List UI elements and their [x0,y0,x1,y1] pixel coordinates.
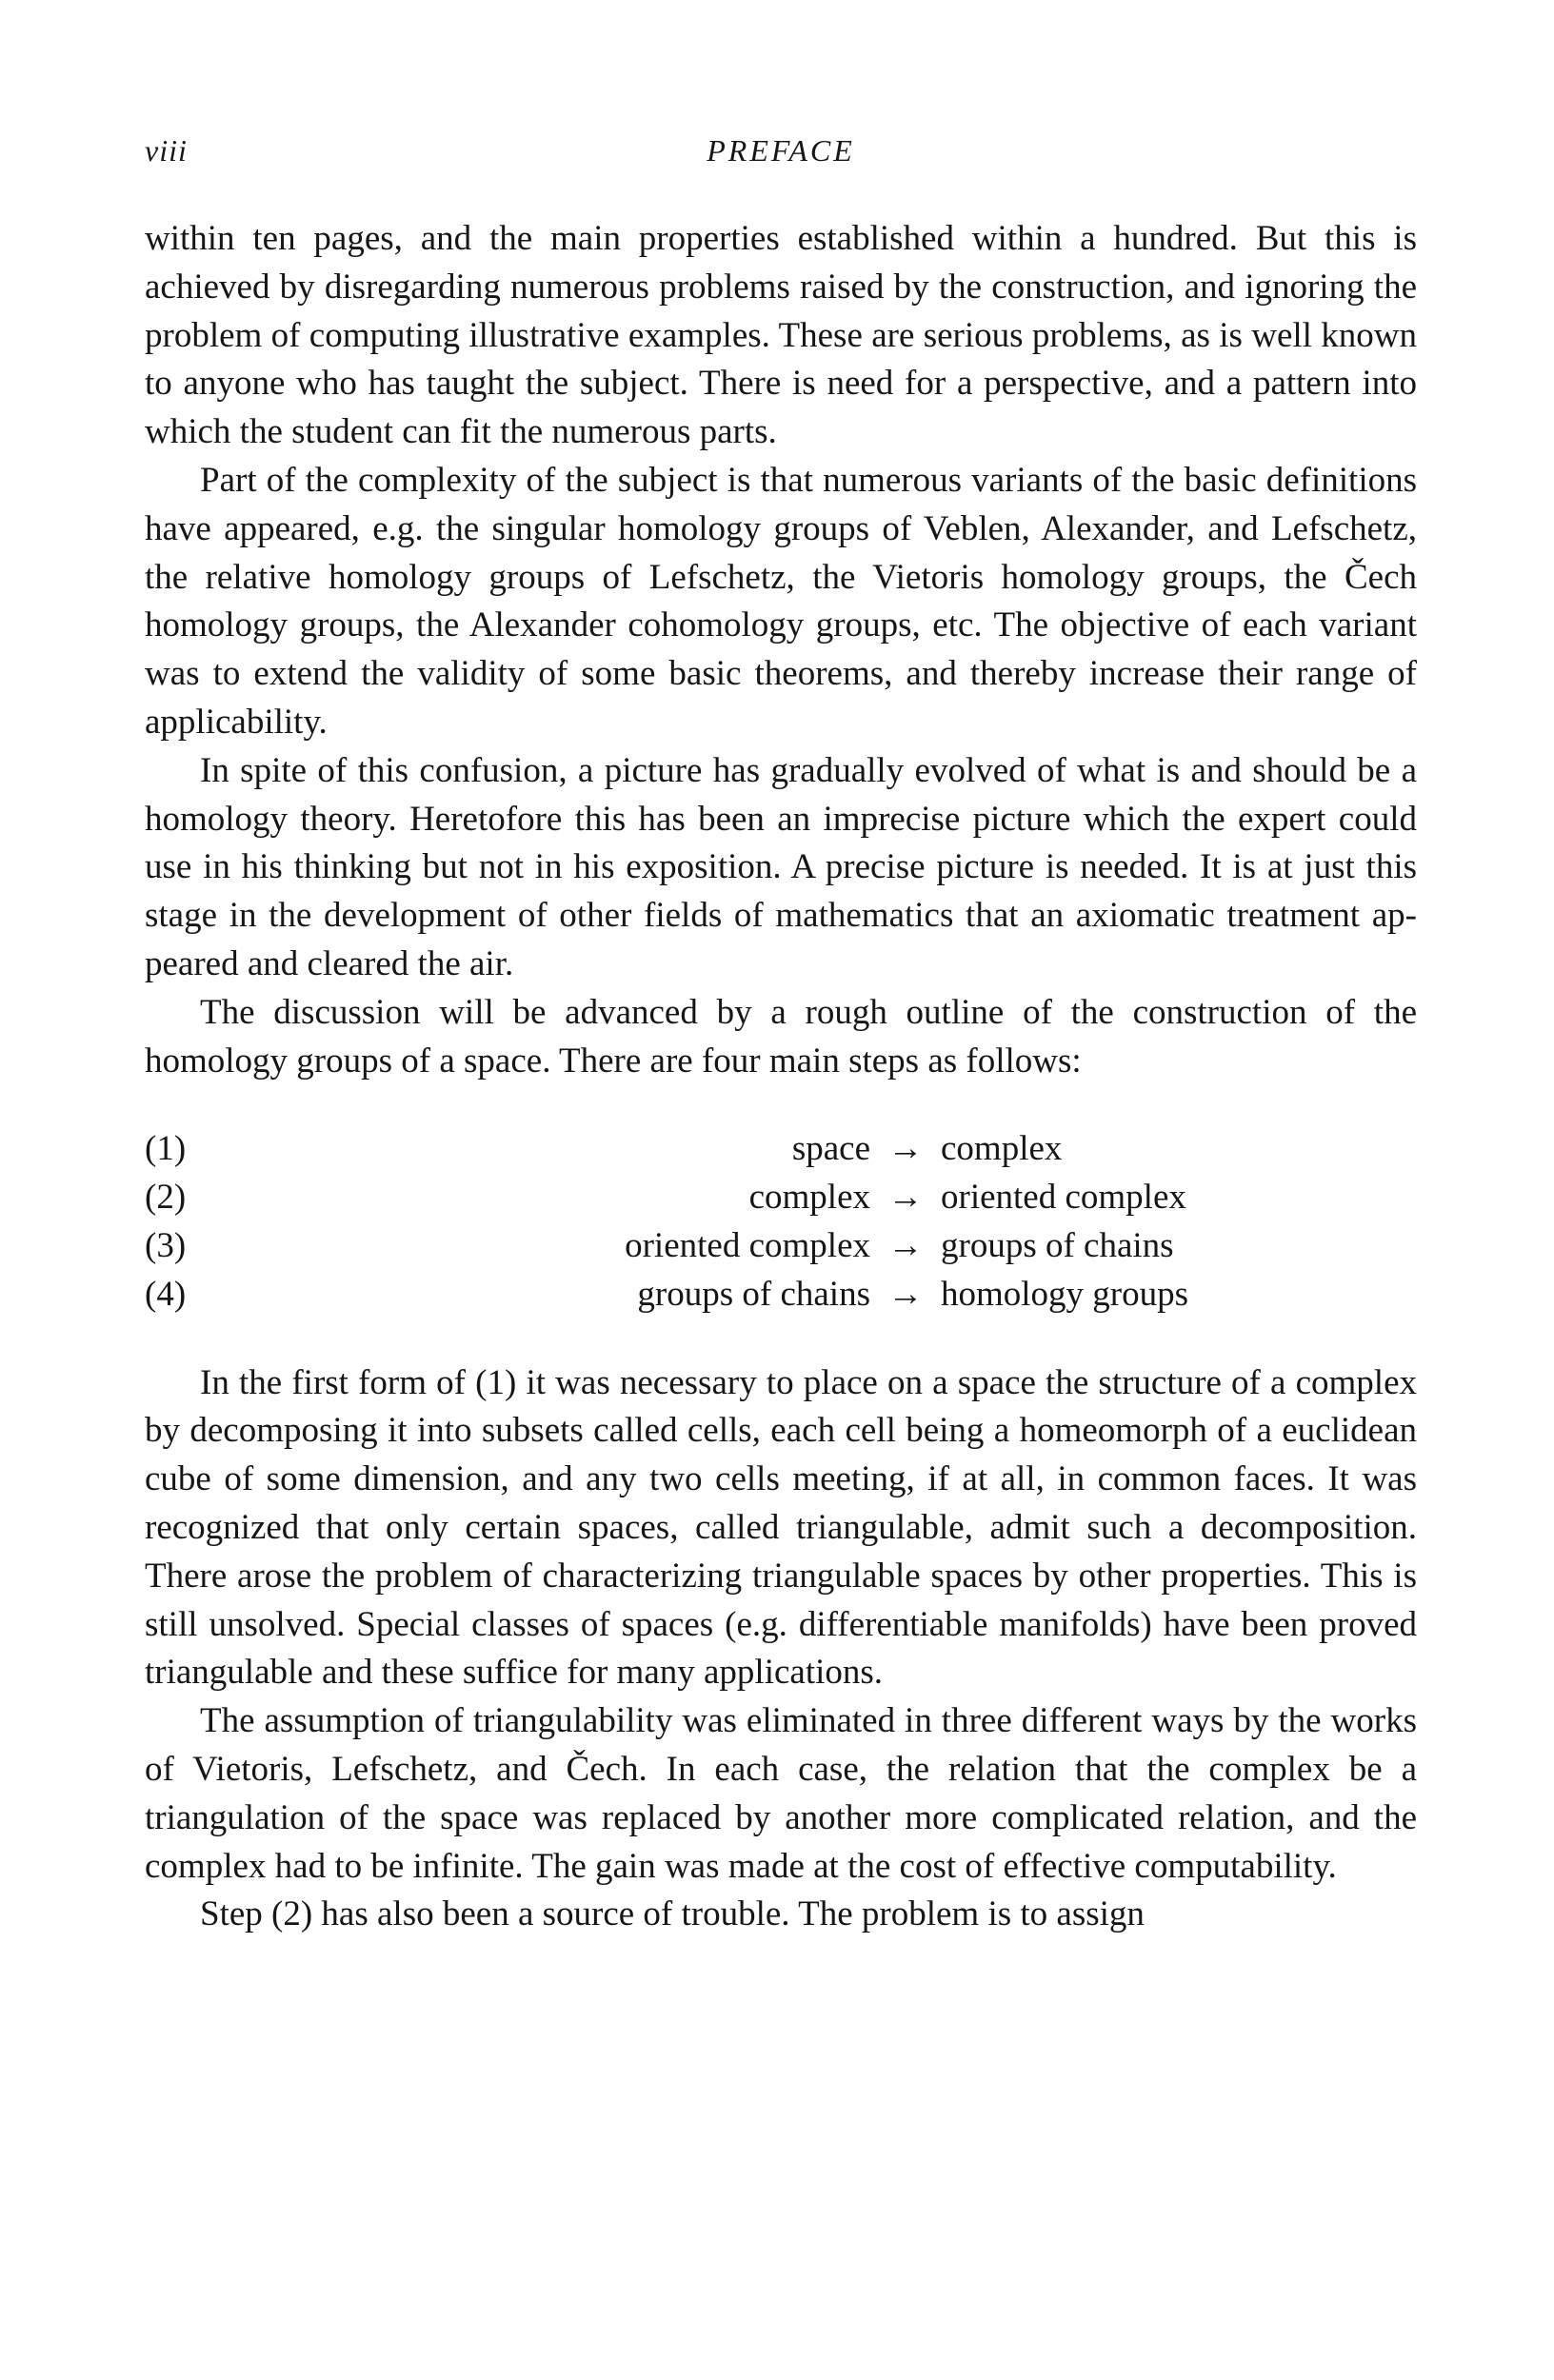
running-title: PREFACE [707,133,855,168]
right-arrow-icon: → [887,1274,924,1314]
paragraph: Part of the complexity of the subject is that numerous variants of the basic definitions have appeared, e.g. the singular homology groups of Veblen, Alexander, and Lefschetz, the relative homology groups of Lefschetz, the Vietoris homology groups, the Čech homology groups, the Alexander cohomology groups, etc. The objective of each variant was to extend the validity of some basic theorems, and thereby increase their range of applicability. [145,460,1417,742]
step-target: complex [941,1129,1063,1169]
step-target: oriented complex [941,1178,1186,1218]
step-number: (3) [145,1225,187,1265]
paragraph: The assumption of triangulability was eliminated in three different ways by the works of Vietoris, Lefschetz, and Čech. In each case, the relation that the complex be a triangulation of the space was replaced by another more complicated relation, and the complex had to be infinite. The gain was made at the cost of effective computability. [145,1701,1417,1886]
step-source: space [791,1129,870,1169]
step-target: groups of chains [941,1225,1174,1265]
paragraph: Step (2) has also been a source of trouble. The problem is to assign [200,1894,1145,1934]
step-target: homology groups [941,1274,1189,1314]
right-arrow-icon: → [887,1225,924,1265]
right-arrow-icon: → [887,1178,924,1218]
step-row [145,1125,1417,1174]
body-text [145,215,1417,1939]
paragraph: In the first form of (1) it was necessary to place on a space the structure of a complex by decomposing it into subsets called cells, each cell being a homeomorph of a euclidean cube of some dimension, and any two cells meeting, if at all, in common faces. It was recognized that only certain spaces, called triangulable, admit such a decomposition. There arose the problem of characterizing triangulable spaces by other properties. This is still unsolved. Special classes of spaces (e.g. differentiable manifolds) have been proved triangulable and these suffice for many applications. [145,1362,1417,1693]
step-row [145,1271,1417,1319]
paragraph: within ten pages, and the main properties established within a hundred. But this is achieved by disregarding numerous problems raised by the construction, and ignoring the problem of computing illustrative examples. These are serious problems, as is well known to anyone who has taught the subject. There is need for a perspective, and a pattern into which the student can fit the numerous parts. [145,219,1417,452]
step-row [145,1174,1417,1222]
construction-steps [145,1125,1417,1319]
step-source: oriented complex [625,1225,870,1265]
page-header [145,133,1417,181]
paragraph: In spite of this confusion, a picture has gradually evolved of what is and should be a homology theory. Heretofore this has been an imprecise picture which the expert could use in his thinking but not in his exposition. A precise picture is needed. It is at just this stage in the development of other fields of mathematics that an axiomatic treatment appeared and cleared the air. [145,750,1417,983]
step-number: (2) [145,1178,187,1218]
paragraph: The discussion will be advanced by a rough outline of the construction of the homology groups of a space. There are four main steps as follows: [145,992,1417,1081]
step-number: (1) [145,1129,187,1169]
step-source: groups of chains [637,1274,870,1314]
step-number: (4) [145,1274,187,1314]
page-number: viii [145,133,188,168]
right-arrow-icon: → [887,1129,924,1169]
book-page [145,133,1417,1939]
step-row [145,1222,1417,1271]
step-source: complex [748,1178,870,1218]
